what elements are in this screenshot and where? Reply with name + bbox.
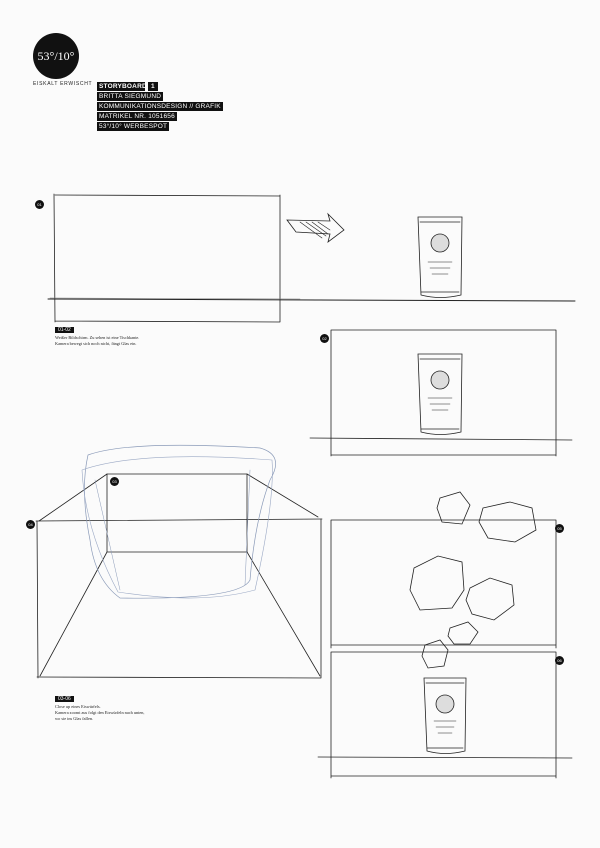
caption-tag-03-06: 03-06 [55, 696, 74, 702]
caption-line: Weißer Bildschirm. Zu sehen ist eine Tischkante. [55, 335, 140, 340]
frame-badge-05: 05 [555, 524, 564, 533]
caption-tag-01-02: 01-02 [55, 327, 74, 333]
frame-02 [310, 330, 572, 456]
title-heading: STORYBOARD [99, 83, 147, 90]
frame-badge-03: 03 [110, 477, 119, 486]
caption-line: Close up eines Eiswürfels. [55, 704, 101, 709]
frame-badge-02: 02 [320, 334, 329, 343]
title-number: 1 [148, 82, 158, 91]
frame-badge-01: 01 [35, 200, 44, 209]
title-project: 53°/10° WERBESPOT [99, 123, 168, 130]
frame-06 [318, 652, 572, 778]
logo-text: 53°/10° [37, 48, 75, 63]
arrow-shape [287, 214, 344, 242]
caption-line: Kamera zoomt aus folgt den Eiswürfeln nach unten, [55, 710, 145, 715]
logo-subtitle: EISKALT ERWISCHT [33, 81, 93, 87]
title-matrikel: MATRIKEL NR. 1051656 [99, 113, 175, 120]
title-author: BRITTA SIEGMUND [99, 93, 162, 100]
glass-sketch-1 [418, 217, 462, 298]
frame-01 [48, 194, 575, 322]
frame-03-04 [36, 445, 322, 678]
frame-badge-06: 06 [555, 656, 564, 665]
caption-line: wo sie ins Glas fallen. [55, 716, 94, 721]
caption-line: Kamera bewegt sich noch nicht, fängt Glas ein. [55, 341, 137, 346]
title-course: KOMMUNIKATIONSDESIGN // GRAFIK [99, 103, 221, 110]
frame-badge-04: 04 [26, 520, 35, 529]
frame-05 [331, 492, 556, 668]
caption-03-06 [55, 704, 145, 722]
caption-01-02 [55, 335, 139, 347]
